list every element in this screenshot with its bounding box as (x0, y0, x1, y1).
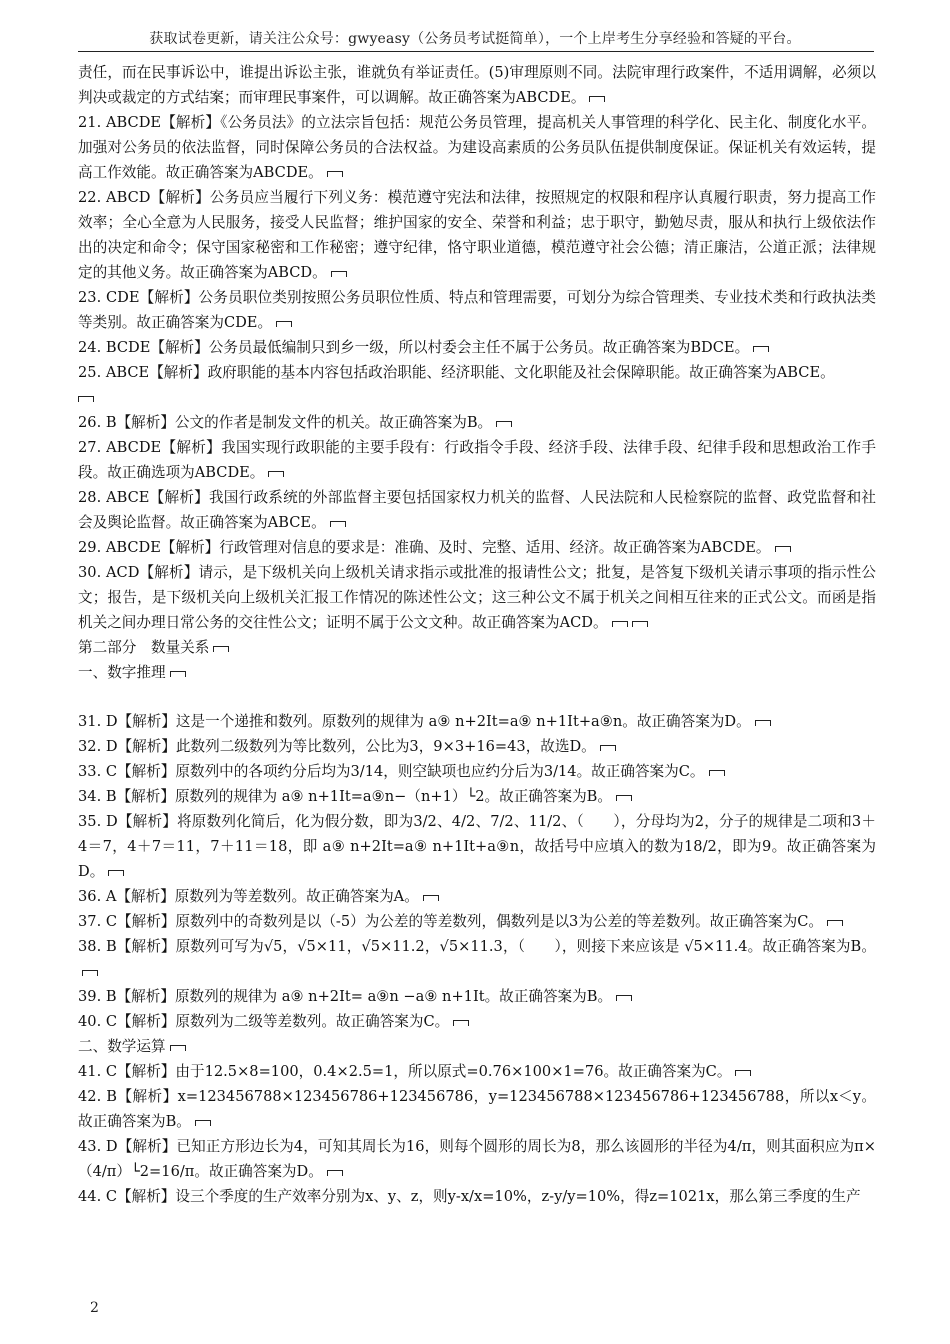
answer-22 (78, 185, 876, 285)
paragraph-text: 40. C【解析】原数列为二级等差数列。故正确答案为C。 (78, 1013, 450, 1030)
paragraph-text: 38. B【解析】原数列可写为√5，√5×11，√5×11.2，√5×11.3，（ ），则接下来应该是 √5×11.4。故正确答案为B。 (78, 938, 876, 955)
section-title: 第二部分 数量关系 (78, 639, 210, 656)
answer-25 (78, 360, 876, 385)
paragraph-text: 37. C【解析】原数列中的奇数列是以（-5）为公差的等差数列，偶数列是以3为公差的等差数列。故正确答案为C。 (78, 913, 823, 930)
subsection-heading (78, 1034, 876, 1059)
answer-39 (78, 984, 876, 1009)
paragraph-mark (330, 521, 346, 527)
paragraph-text: 36. A【解析】原数列为等差数列。故正确答案为A。 (78, 888, 419, 905)
paragraph-text: 35. D【解析】将原数列化简后，化为假分数，即为3/2、4/2、7/2、11/2、（ ），分母均为2，分子的规律是二项和3＋4＝7，4＋7＝11，7＋11＝18，即 a⑨ n+2It=a⑨ n+1It+a⑨n，故括号中应填入的数为18/2，即为9。故正确答案为D。 (78, 813, 876, 880)
answer-44 (78, 1184, 876, 1209)
paragraph-text: 25. ABCE【解析】政府职能的基本内容包括政治职能、经济职能、文化职能及社会保障职能。故正确答案为ABCE。 (78, 364, 835, 381)
page-header: 获取试卷更新，请关注公众号：gwyeasy（公务员考试挺简单），一个上岸考生分享经验和答疑的平台。 (149, 31, 801, 47)
answer-38 (78, 934, 876, 984)
blank-line (78, 685, 876, 709)
paragraph-text: 21. ABCDE【解析】《公务员法》的立法宗旨包括：规范公务员管理，提高机关人事管理的科学化、民主化、制度化水平。加强对公务员的依法监督，同时保障公务员的合法权益。为建设高素质的公务员队伍提供制度保证。保证机关有效运转，提高工作效能。故正确答案为ABCDE。 (78, 114, 876, 181)
paragraph-mark (170, 671, 186, 677)
paragraph-mark (709, 770, 725, 776)
answer-42 (78, 1084, 876, 1134)
paragraph-mark (589, 96, 605, 102)
answer-31 (78, 709, 876, 734)
paragraph-mark (327, 1170, 343, 1176)
paragraph-mark (616, 795, 632, 801)
answer-29 (78, 535, 876, 560)
paragraph-text: 31. D【解析】这是一个递推和数列。原数列的规律为 a⑨ n+2It=a⑨ n+1It+a⑨n。故正确答案为D。 (78, 713, 751, 730)
paragraph-mark (195, 1120, 211, 1126)
paragraph-mark (276, 321, 292, 327)
paragraph-text: 26. B【解析】公文的作者是制发文件的机关。故正确答案为B。 (78, 414, 493, 431)
answer-23 (78, 285, 876, 335)
paragraph-mark (82, 970, 98, 976)
paragraph-mark (755, 720, 771, 726)
answer-32 (78, 734, 876, 759)
paragraph-mark (753, 346, 769, 352)
subsection-title: 一、数字推理 (78, 664, 166, 681)
paragraph-text: 42. B【解析】x=123456788×123456786+123456786，y=123456788×123456786+123456788，所以x＜y。故正确答案为B。 (78, 1088, 876, 1130)
paragraph-mark (616, 995, 632, 1001)
paragraph-text: 23. CDE【解析】公务员职位类别按照公务员职位性质、特点和管理需要，可划分为综合管理类、专业技术类和行政执法类等类别。故正确答案为CDE。 (78, 289, 876, 331)
page-number: 2 (90, 1300, 99, 1316)
answer-33 (78, 759, 876, 784)
answer-21 (78, 110, 876, 185)
answer-30 (78, 560, 876, 635)
answer-36 (78, 884, 876, 909)
answer-35 (78, 809, 876, 884)
answer-41 (78, 1059, 876, 1084)
answer-28 (78, 485, 876, 535)
paragraph-text: 43. D【解析】已知正方形边长为4，可知其周长为16，则每个圆形的周长为8，那么该圆形的半径为4/π，则其面积应为π×（4/π）└2=16/π。故正确答案为D。 (78, 1138, 876, 1180)
subsection-heading (78, 660, 876, 685)
answer-27 (78, 435, 876, 485)
paragraph-text: 33. C【解析】原数列中的各项约分后均为3/14，则空缺项也应约分后为3/14。故正确答案为C。 (78, 763, 705, 780)
document-body (78, 60, 876, 1209)
answer-43 (78, 1134, 876, 1184)
answer-34 (78, 784, 876, 809)
paragraph-mark (827, 920, 843, 926)
paragraph-text: 22. ABCD【解析】公务员应当履行下列义务：模范遵守宪法和法律，按照规定的权限和程序认真履行职责，努力提高工作效率；全心全意为人民服务，接受人民监督；维护国家的安全、荣誉和利益；忠于职守，勤勉尽责，服从和执行上级依法作出的决定和命令；保守国家秘密和工作秘密；遵守纪律，恪守职业道德，模范遵守社会公德；清正廉洁，公道正派；法律规定的其他义务。故正确答案为ABCD。 (78, 189, 876, 281)
paragraph-mark (331, 271, 347, 277)
paragraph-mark (78, 396, 94, 402)
paragraph-mark (213, 646, 229, 652)
paragraph-mark (496, 421, 512, 427)
paragraph-text: 责任，而在民事诉讼中，谁提出诉讼主张，谁就负有举证责任。(5)审理原则不同。法院审理行政案件，不适用调解，必须以判决或裁定的方式结案；而审理民事案件，可以调解。故正确答案为ABCDE。 (78, 64, 876, 106)
subsection-title: 二、数学运算 (78, 1038, 166, 1055)
header-divider (78, 51, 874, 52)
paragraph-text: 34. B【解析】原数列的规律为 a⑨ n+1It=a⑨n−（n+1）└2。故正确答案为B。 (78, 788, 612, 805)
paragraph-mark (775, 546, 791, 552)
paragraph-text: 30. ACD【解析】请示，是下级机关向上级机关请求指示或批准的报请性公文；批复，是答复下级机关请示事项的指示性公文；报告，是下级机关向上级机关汇报工作情况的陈述性公文；这三种公文不属于机关之间相互往来的正式公文。而函是指机关之间办理日常公务的交往性公文；证明不属于公文文种。故正确答案为ACD。 (78, 564, 876, 631)
paragraph-text: 41. C【解析】由于12.5×8=100，0.4×2.5=1，所以原式=0.76×100×1=76。故正确答案为C。 (78, 1063, 732, 1080)
paragraph-text: 24. BCDE【解析】公务员最低编制只到乡一级，所以村委会主任不属于公务员。故正确答案为BDCE。 (78, 339, 750, 356)
paragraph-mark (170, 1045, 186, 1051)
paragraph-20-cont (78, 60, 876, 110)
paragraph-mark (600, 745, 616, 751)
paragraph-text: 44. C【解析】设三个季度的生产效率分别为x、y、z，则y-x/x=10%，z-y/y=10%，得z=1021x，那么第三季度的生产 (78, 1188, 861, 1205)
paragraph-mark (268, 471, 284, 477)
paragraph-mark (735, 1070, 751, 1076)
answer-26 (78, 410, 876, 435)
paragraph-text: 32. D【解析】此数列二级数列为等比数列，公比为3，9×3+16=43，故选D。 (78, 738, 596, 755)
paragraph-mark (108, 870, 124, 876)
paragraph-mark (632, 621, 648, 627)
answer-24 (78, 335, 876, 360)
section-heading (78, 635, 876, 660)
paragraph-text: 27. ABCDE【解析】我国实现行政职能的主要手段有：行政指令手段、经济手段、法律手段、纪律手段和思想政治工作手段。故正确选项为ABCDE。 (78, 439, 876, 481)
paragraph-mark (327, 171, 343, 177)
answer-25-mark-line (78, 385, 876, 410)
paragraph-text: 28. ABCE【解析】我国行政系统的外部监督主要包括国家权力机关的监督、人民法院和人民检察院的监督、政党监督和社会及舆论监督。故正确答案为ABCE。 (78, 489, 876, 531)
paragraph-text: 39. B【解析】原数列的规律为 a⑨ n+2It= a⑨n −a⑨ n+1It。故正确答案为B。 (78, 988, 613, 1005)
answer-37 (78, 909, 876, 934)
paragraph-mark (612, 621, 628, 627)
paragraph-text: 29. ABCDE【解析】行政管理对信息的要求是：准确、及时、完整、适用、经济。故正确答案为ABCDE。 (78, 539, 771, 556)
paragraph-mark (423, 895, 439, 901)
answer-40 (78, 1009, 876, 1034)
paragraph-mark (453, 1020, 469, 1026)
